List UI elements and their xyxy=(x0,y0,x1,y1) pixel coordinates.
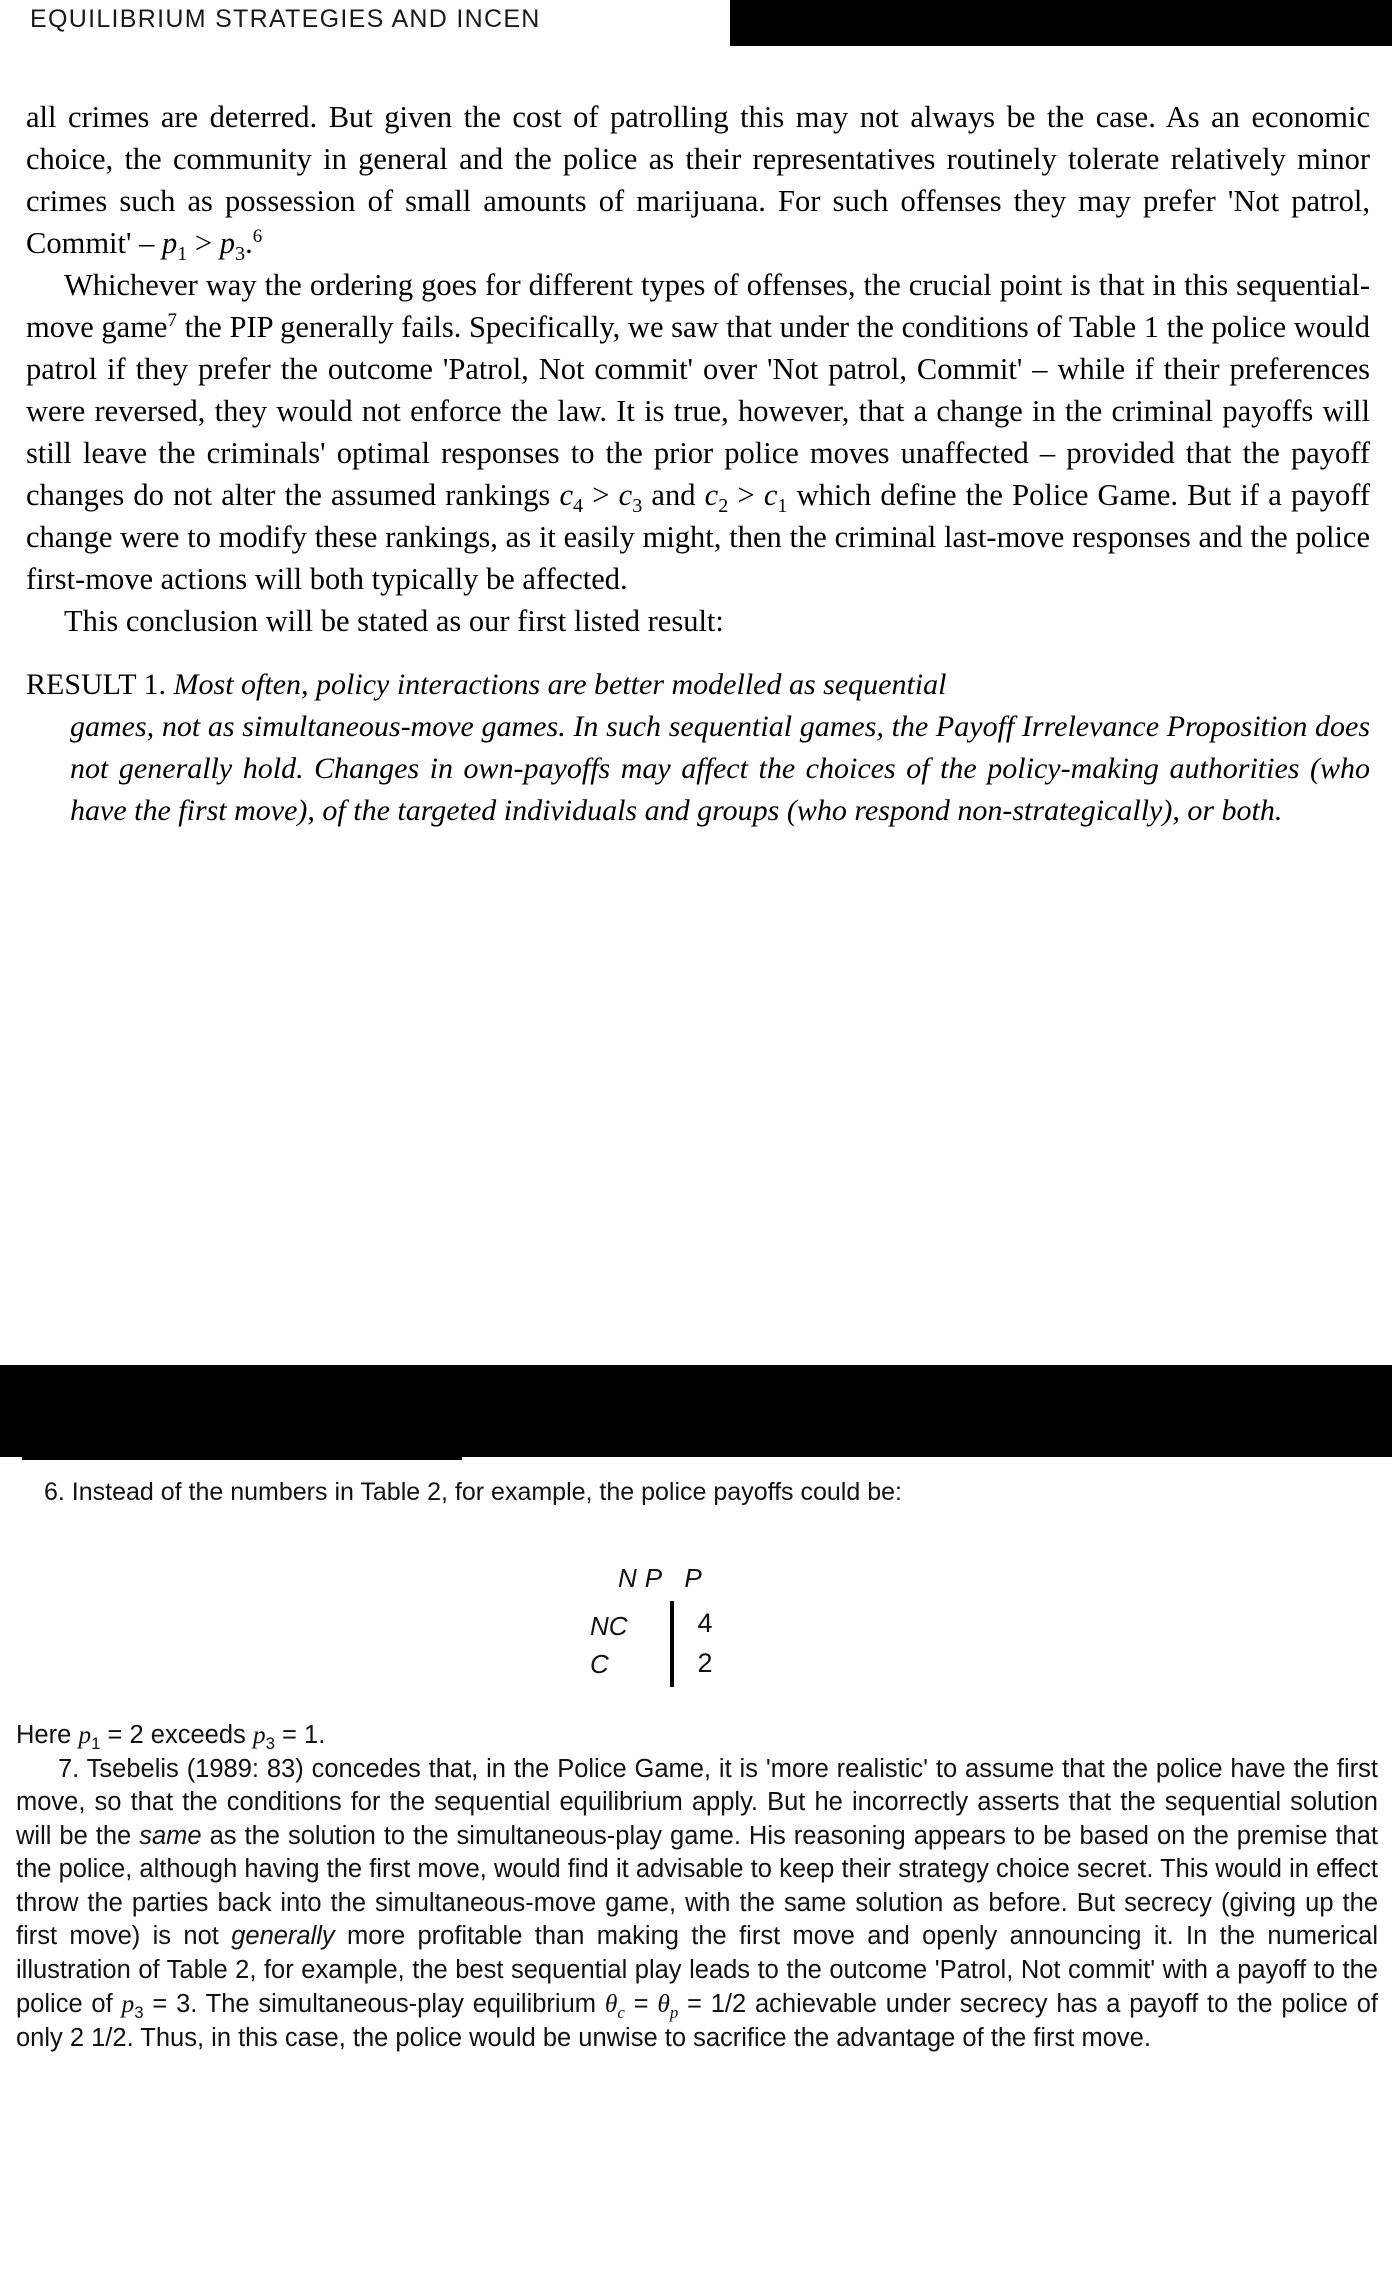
math-c4: c xyxy=(559,478,574,512)
math-c2-sub: 2 xyxy=(718,495,729,518)
running-head: EQUILIBRIUM STRATEGIES AND INCEN xyxy=(30,5,541,33)
footnote-marker-7: 7 xyxy=(167,309,177,331)
result-1-block xyxy=(26,664,1370,832)
math-p1-sub: 1 xyxy=(177,243,188,266)
fn7-e: = 1/2 achievable under secrecy has a payoff to the police of only 2 1/2. Thus, in this case, the police would be unwise to sacrifice the advantage of the first move. xyxy=(16,1990,1379,2052)
fn6-p1: p xyxy=(78,1720,92,1749)
matrix-cell-2: 2 xyxy=(697,1648,713,1678)
matrix-row-header-c: C xyxy=(590,1649,609,1679)
matrix-row-headers xyxy=(590,1607,668,1683)
footnotes-continued xyxy=(16,1718,1378,2055)
scan-artifact-black-band xyxy=(0,1365,1392,1457)
footnote-payoff-matrix xyxy=(590,1563,850,1703)
fn7-emph-same: same xyxy=(139,1821,202,1850)
math-gt-2: > xyxy=(583,478,619,512)
fn6-p1-sub: 1 xyxy=(91,1734,101,1754)
fn7-p3-sub: 3 xyxy=(134,2003,144,2023)
matrix-vertical-rule xyxy=(670,1601,674,1687)
math-p1: p xyxy=(161,226,178,260)
fn6-tail-a: Here xyxy=(16,1721,79,1749)
math-c2: c xyxy=(704,478,719,512)
fn6-tail-c: = 1. xyxy=(274,1721,326,1749)
footnote-7 xyxy=(16,1753,1378,2056)
body-text-column xyxy=(26,96,1370,832)
header-white-strip xyxy=(0,0,730,46)
matrix-cell-1: 4 xyxy=(697,1608,713,1638)
fn7-p3: p xyxy=(121,1989,135,2018)
result-1-body-text: games, not as simultaneous-move games. In such sequential games, the Payoff Irrelevance Proposition does not generally hold. Changes in own-payoffs may affect the choices of the policy-making authorities (who have the first move), of the targeted individuals and groups (who respond non-strategically), or both. xyxy=(70,710,1370,827)
fn6-tail-b: = 2 exceeds xyxy=(100,1721,253,1749)
math-c4-sub: 4 xyxy=(573,495,584,518)
fn7-c: more profitable than making the first move and openly announcing it. In the numerical illustration of Table 2, for example, the best sequential play leads to the outcome 'Patrol, Not commit' with a payoff to the police of xyxy=(16,1922,1378,2018)
fn7-d: = 3. The simultaneous-play equilibrium xyxy=(143,1990,605,2018)
fn6-p3-sub: 3 xyxy=(265,1734,275,1754)
math-c3: c xyxy=(618,478,633,512)
math-period: . xyxy=(245,226,253,260)
fn7-theta-c: θ xyxy=(604,1989,618,2018)
footnote-separator-rule xyxy=(22,1455,462,1460)
matrix-row-header-nc: NC xyxy=(590,1611,628,1641)
result-1-label: RESULT 1. xyxy=(26,668,167,701)
fn7-theta-p-sub: p xyxy=(669,2003,679,2023)
fn7-emph-generally: generally xyxy=(231,1922,335,1950)
math-c1: c xyxy=(763,478,778,512)
fn7-a: 7. Tsebelis (1989: 83) concedes that, in the Police Game, it is 'more realistic' to assume that the police have the first move, so that the conditions for the sequential equilibrium apply. But he incorrectly asserts that the sequential solution will be the xyxy=(16,1754,1378,1850)
math-c3-sub: 3 xyxy=(632,495,643,518)
paragraph-2-text-c: which define the Police Game. But if a payoff change were to modify these rankings, as it easily might, then the criminal last-move responses and the police first-move actions will both typically be affected. xyxy=(26,478,1371,596)
paragraph-1-text: all crimes are deterred. But given the cost of patrolling this may not always be the case. As an economic choice, the community in general and the police as their representatives routinely tolerate relatively minor crimes such as possession of small amounts of marijuana. For such offenses they may prefer 'Not patrol, Commit' – xyxy=(26,100,1370,260)
math-and: and xyxy=(642,478,705,512)
fn6-p3: p xyxy=(252,1720,266,1749)
result-1-first-line xyxy=(26,664,1370,706)
footnote-marker-6: 6 xyxy=(252,225,263,247)
math-p3-sub: 3 xyxy=(235,243,246,266)
matrix-cells xyxy=(678,1603,732,1683)
fn7-eq: = xyxy=(624,1990,658,2018)
fn7-b: as the solution to the simultaneous-play game. His reasoning appears to be based on the premise that the police, although having the first move, would find it advisable to keep their strategy choice secret. This would in effect throw the parties back into the simultaneous-move game, with the same solution as before. But secrecy (giving up the first move) is not xyxy=(16,1821,1378,1950)
math-c1-sub: 1 xyxy=(777,495,788,518)
matrix-column-headers: NP P xyxy=(618,1563,710,1593)
fn7-theta-c-sub: c xyxy=(617,2003,625,2023)
paragraph-2-text-a: Whichever way the ordering goes for different types of offenses, the crucial point is that in this sequential-move game xyxy=(26,268,1370,344)
result-1-first-line-text: Most often, policy interactions are better modelled as sequential xyxy=(166,668,947,701)
math-gt-3: > xyxy=(728,478,764,512)
paragraph-conclusion-lead: This conclusion will be stated as our first listed result: xyxy=(64,604,724,638)
paragraph-whichever-way xyxy=(26,264,1370,600)
paragraph-continued xyxy=(26,96,1370,264)
paragraph-2-text-b: the PIP generally fails. Specifically, we saw that under the conditions of Table 1 the police would patrol if they prefer the outcome 'Patrol, Not commit' over 'Not patrol, Commit' – while if their preferences were reversed, they would not enforce the law. It is true, however, that a change in the criminal payoffs will still leave the criminals' optimal responses to the prior police moves unaffected – provided that the payoff changes do not alter the assumed rankings xyxy=(26,310,1371,512)
footnote-6-text: 6. Instead of the numbers in Table 2, for example, the police payoffs could be: xyxy=(44,1478,902,1506)
footnote-6-tail xyxy=(16,1718,1378,1753)
fn7-theta-p: θ xyxy=(657,1989,670,2018)
math-p3: p xyxy=(219,226,235,260)
math-gt: > xyxy=(187,226,220,260)
